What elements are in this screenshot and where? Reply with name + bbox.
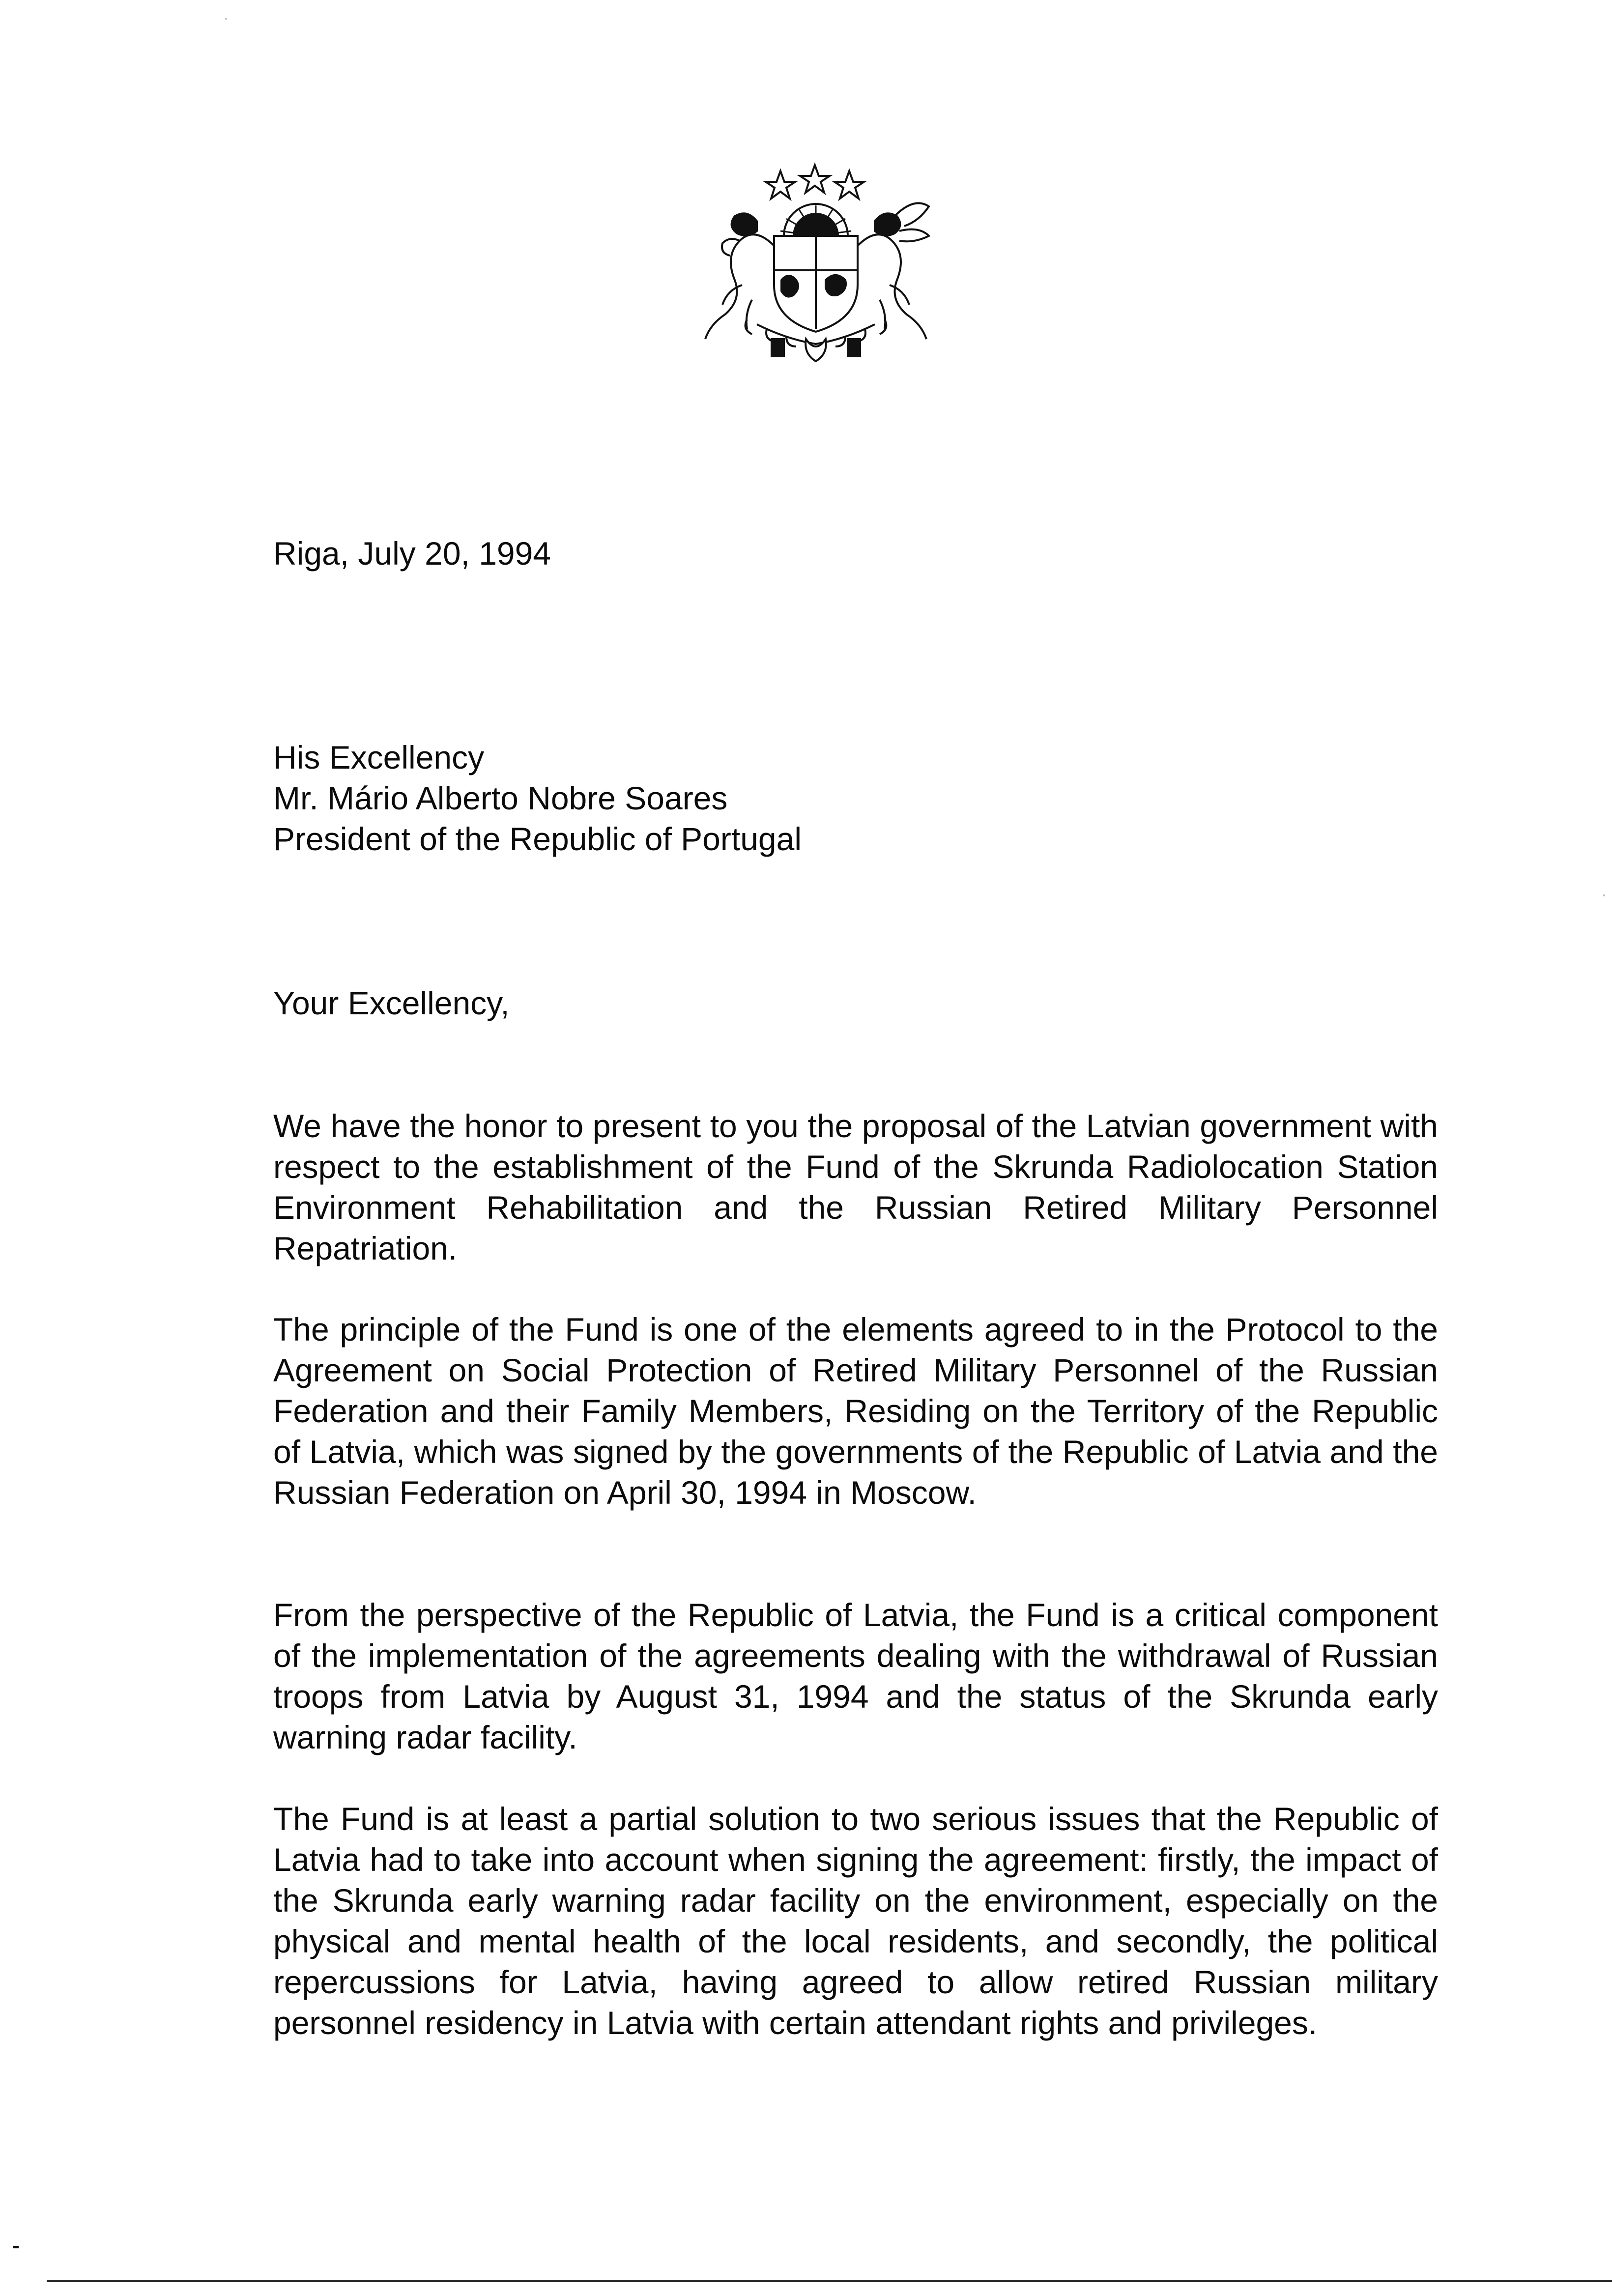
- page-bottom-rule: [47, 2280, 1612, 2282]
- latvian-coat-of-arms-icon: [683, 162, 939, 364]
- letter-date: Riga, July 20, 1994: [273, 535, 551, 572]
- addressee-position: President of the Republic of Portugal: [273, 821, 802, 857]
- scan-speck: [1603, 894, 1605, 896]
- letter-paragraph: The Fund is at least a partial solution to two serious issues that the Republic of Latvia had to take into account when signing the agreement: firstly, the impact of the Skrunda early warning radar facility on the environment, especially on the physical and mental health of the local residents, and secondly, the political repercussions for Latvia, having agreed to allow retired Russian military personnel residency in Latvia with certain attendant rights and privileges.: [273, 1801, 1438, 2041]
- addressee-title: His Excellency: [273, 739, 485, 775]
- scan-mark: [13, 2246, 19, 2248]
- letter-paragraph: The principle of the Fund is one of the elements agreed to in the Protocol to the Agreement on Social Protection of Retired Military Personnel of the Russian Federation and their Family Members, Residing on the Territory of the Republic of Latvia, which was signed by the governments of the Republic of Latvia and the Russian Federation on April 30, 1994 in Moscow.: [273, 1311, 1438, 1511]
- addressee-name: Mr. Mário Alberto Nobre Soares: [273, 780, 728, 816]
- scan-speck: [225, 18, 227, 20]
- salutation: Your Excellency,: [273, 985, 510, 1021]
- addressee-block: [273, 737, 1438, 860]
- letter-paragraph: We have the honor to present to you the proposal of the Latvian government with respect to the establishment of the Fund of the Skrunda Radiolocation Station Environment Rehabilitation and the Russian Retired Military Personnel Repatriation.: [273, 1108, 1438, 1266]
- letter-paragraph: From the perspective of the Republic of Latvia, the Fund is a critical component of the implementation of the agreements dealing with the withdrawal of Russian troops from Latvia by August 31, 1994 and the status of the Skrunda early warning radar facility.: [273, 1597, 1438, 1755]
